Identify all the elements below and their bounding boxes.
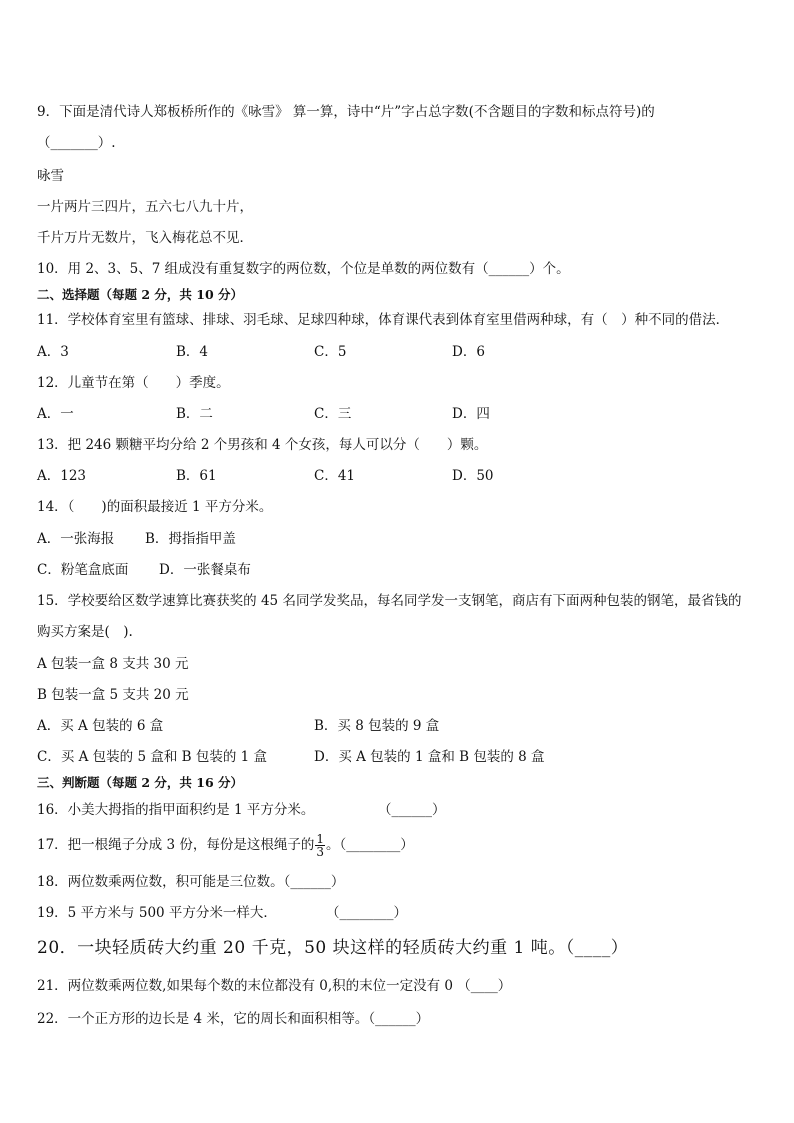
q15-option-b: B．买 8 包装的 9 盒	[314, 718, 440, 734]
q9-poem-line1: 一片两片三四片，五六七八九十片，	[37, 199, 253, 215]
q12-stem: 12．儿童节在第（ ）季度。	[37, 375, 230, 391]
q15-stem-line1: 15．学校要给区数学速算比赛获奖的 45 名同学发奖品，每名同学发一支钢笔，商店有下面两种包装的钢笔，最省钱的	[37, 593, 742, 609]
q17-fraction	[315, 833, 325, 858]
q13-stem: 13．把 246 颗糖平均分给 2 个男孩和 4 个女孩，每人可以分（ ）颗。	[37, 437, 488, 453]
q13-option-b: B．61	[176, 468, 217, 484]
q13-option-d: D．50	[452, 468, 494, 484]
q15-option-d: D．买 A 包装的 1 盒和 B 包装的 8 盒	[314, 749, 545, 765]
q11-option-c: C．5	[314, 344, 347, 360]
q15-option-a: A．买 A 包装的 6 盒	[37, 718, 164, 734]
q21-stem: 21．两位数乘两位数,如果每个数的末位都没有 0,积的末位一定没有 0 （____）	[37, 978, 512, 994]
q17-numerator: 1	[316, 832, 324, 846]
q15-stem-line2: 购买方案是( ).	[37, 624, 133, 640]
q15-pack-b: B 包装一盒 5 支共 20 元	[37, 687, 189, 703]
section-heading-choice: 二、选择题（每题 2 分，共 10 分）	[37, 287, 244, 302]
q9-poem-title: 咏雪	[37, 168, 64, 184]
q17-text-before: 17．把一根绳子分成 3 份，每份是这根绳子的	[37, 837, 315, 853]
q14-stem: 14．（ )的面积最接近 1 平方分米。	[37, 499, 273, 515]
q12-option-b: B．二	[176, 406, 213, 422]
q9-stem-line2: （_______）.	[37, 135, 116, 151]
q10-stem: 10．用 2、3、5、7 组成没有重复数字的两位数，个位是单数的两位数有（______）个。	[37, 261, 570, 277]
q14-option-b: B．拇指指甲盖	[145, 531, 236, 547]
q9-poem-line2: 千片万片无数片，飞入梅花总不见．	[37, 230, 253, 246]
q16-answer-blank[interactable]: （______）	[378, 802, 446, 818]
q17-stem	[37, 833, 414, 858]
q22-stem: 22．一个正方形的边长是 4 米，它的周长和面积相等。（______）	[37, 1011, 430, 1027]
q18-stem: 18．两位数乘两位数，积可能是三位数。（______）	[37, 874, 345, 890]
q11-option-b: B．4	[176, 344, 209, 360]
q11-option-d: D．6	[452, 344, 485, 360]
q14-option-c: C．粉笔盒底面	[37, 562, 129, 578]
q14-option-a: A．一张海报	[37, 531, 115, 547]
q17-text-after: 。（________）	[326, 837, 414, 853]
q13-option-a: A．123	[37, 468, 87, 484]
q9-stem-line1: 9．下面是清代诗人郑板桥所作的《咏雪》 算一算，诗中“片”字占总字数(不含题目的字数和标点符号)的	[37, 104, 655, 120]
q16-stem: 16．小美大拇指的指甲面积约是 1 平方分米。	[37, 802, 315, 818]
q11-option-a: A．3	[37, 344, 69, 360]
q12-option-c: C．三	[314, 406, 352, 422]
q11-stem: 11．学校体育室里有篮球、排球、羽毛球、足球四种球，体育课代表到体育室里借两种球，有（ ）种不同的借法．	[37, 312, 730, 328]
q13-option-c: C．41	[314, 468, 356, 484]
q15-option-c: C．买 A 包装的 5 盒和 B 包装的 1 盒	[37, 749, 268, 765]
q12-option-a: A．一	[37, 406, 74, 422]
q17-denominator: 3	[316, 845, 324, 859]
q15-pack-a: A 包装一盒 8 支共 30 元	[37, 656, 189, 672]
q12-option-d: D．四	[452, 406, 490, 422]
q14-option-d: D．一张餐桌布	[159, 562, 251, 578]
q19-answer-blank[interactable]: （________）	[326, 905, 407, 921]
section-heading-judgement: 三、判断题（每题 2 分，共 16 分）	[37, 775, 244, 790]
q19-stem: 19．5 平方米与 500 平方分米一样大．	[37, 905, 277, 921]
q20-stem: 20．一块轻质砖大约重 20 千克，50 块这样的轻质砖大约重 1 吨。（____）	[37, 938, 629, 958]
